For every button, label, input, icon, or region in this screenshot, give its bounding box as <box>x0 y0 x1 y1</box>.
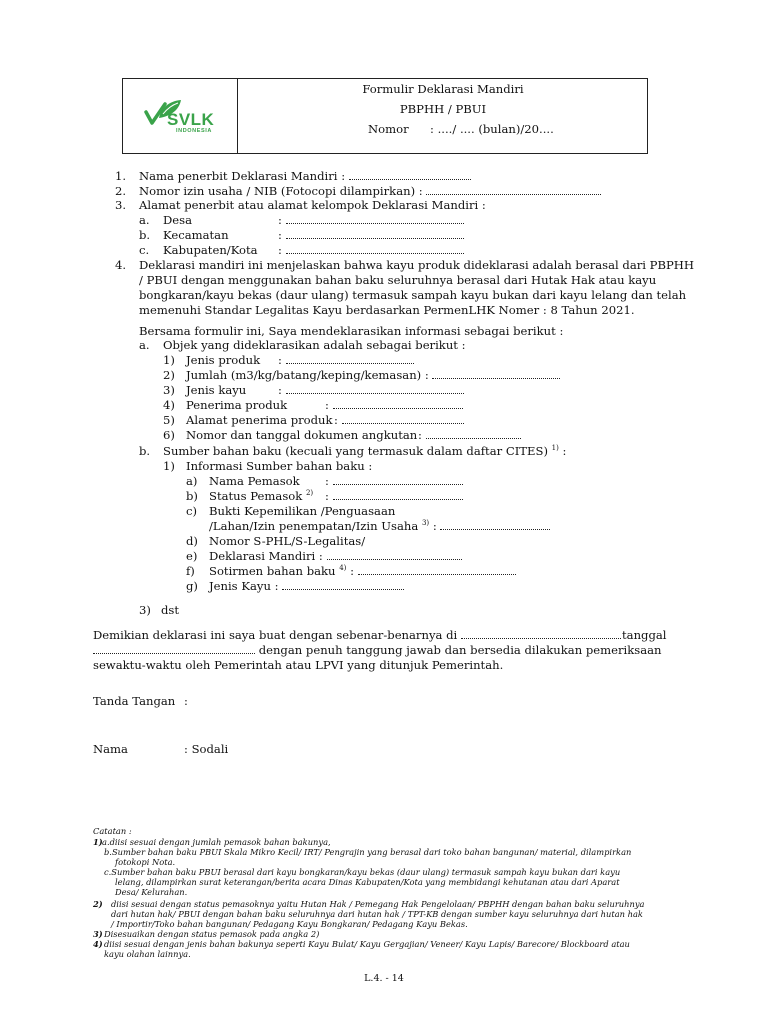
section-b-colon: : <box>562 444 567 458</box>
form-title: Formulir Deklarasi Mandiri <box>362 82 524 96</box>
ba-num: a) <box>186 474 198 488</box>
bf-num: f) <box>186 564 195 578</box>
nomor-row <box>368 122 554 136</box>
sotirmen-field[interactable] <box>358 565 516 575</box>
item-3c-colon: : <box>278 243 282 257</box>
item-3-label: Alamat penerbit atau alamat kelompok Deklarasi Mandiri : <box>139 198 486 212</box>
tanggal-field[interactable] <box>93 644 255 654</box>
a5 <box>334 413 464 428</box>
bd-num: d) <box>186 534 198 548</box>
a4 <box>325 398 463 413</box>
desa-field[interactable] <box>286 214 464 224</box>
bf-sup: 4) <box>339 564 347 573</box>
a1 <box>278 353 414 368</box>
a5-label: Alamat penerima produk <box>186 413 333 427</box>
bg-label: Jenis Kayu : <box>209 579 279 593</box>
a3-label: Jenis kayu <box>186 383 247 397</box>
note-1-num: 1) <box>93 837 103 847</box>
section-a-label: Objek yang dideklarasikan adalah sebagai berikut : <box>163 338 466 352</box>
a6-label: Nomor dan tanggal dokumen angkutan <box>186 428 418 442</box>
note-3: Disesuaikan dengan status pemasok pada angka 2) <box>104 929 320 939</box>
item-1-num: 1. <box>115 169 127 183</box>
a5-num: 5) <box>163 413 175 427</box>
notes-title: Catatan : <box>93 826 132 836</box>
item-3a <box>278 213 464 228</box>
item-3c-num: c. <box>139 243 150 257</box>
note-1c-line-2: lelang, dilampirkan surat keterangan/berita acara Dinas Kabupaten/Kota yang membidangi kehutanan atau dari Aparat <box>115 877 620 887</box>
b1-label: Informasi Sumber bahan baku : <box>186 459 373 473</box>
item-1 <box>139 169 471 184</box>
ba-label: Nama Pemasok <box>209 474 300 488</box>
a5-colon: : <box>334 413 338 427</box>
bb-sup: 2) <box>305 489 314 498</box>
bc-label-2: /Lahan/Izin penempatan/Izin Usaha <box>209 519 419 533</box>
bc-label: Bukti Kepemilikan /Penguasaan <box>209 504 396 518</box>
a4-label: Penerima produk <box>186 398 288 412</box>
jenis-produk-field[interactable] <box>286 354 414 364</box>
closing-line-2-text: dengan penuh tanggung jawab dan bersedia dilakukan pemeriksaan <box>258 643 662 657</box>
item-3a-colon: : <box>278 213 282 227</box>
item-3c-label: Kabupaten/Kota <box>163 243 258 257</box>
item-3a-label: Desa <box>163 213 193 227</box>
nama-pemasok-field[interactable] <box>333 475 463 485</box>
closing-line-3: sewaktu-waktu oleh Pemerintah atau LPVI yang ditunjuk Pemerintah. <box>93 658 504 672</box>
jenis-kayu-b-field[interactable] <box>282 580 404 590</box>
bb-colon: : <box>325 489 329 503</box>
note-4-line-2: kayu olahan lainnya. <box>104 949 191 959</box>
bb <box>209 489 313 504</box>
jenis-kayu-field[interactable] <box>286 384 464 394</box>
item-2-field[interactable] <box>426 185 601 195</box>
bf-colon: : <box>350 564 354 578</box>
note-1c-line-3: Desa/ Kelurahan. <box>115 887 188 897</box>
note-2-num: 2) <box>93 899 103 909</box>
a6 <box>418 428 521 443</box>
bc-sup: 3) <box>421 519 430 528</box>
note-3-num: 3) <box>93 929 103 939</box>
b3-label: dst <box>161 603 180 617</box>
section-b-label: Sumber bahan baku (kecuali yang termasuk dalam daftar CITES) <box>163 444 548 458</box>
bc-line-2 <box>209 519 550 534</box>
note-4-num: 4) <box>93 939 103 949</box>
tanggal-label: tanggal <box>622 628 667 642</box>
bb-num: b) <box>186 489 198 503</box>
a6-num: 6) <box>163 428 175 442</box>
ba-colon: : <box>325 474 329 488</box>
item-3b <box>278 228 464 243</box>
item-4-num: 4. <box>115 258 127 272</box>
ttd-label: Tanda Tangan <box>93 694 176 708</box>
bukti-kepemilikan-field[interactable] <box>440 520 550 530</box>
kecamatan-field[interactable] <box>286 229 464 239</box>
ttd-colon: : <box>184 694 188 708</box>
item-4-line-4: memenuhi Standar Legalitas Kayu berdasarkan PermenLHK Nomer : 8 Tahun 2021. <box>139 303 635 317</box>
item-3b-label: Kecamatan <box>163 228 229 242</box>
item-3c <box>278 243 464 258</box>
item-4-line-1: Deklarasi mandiri ini menjelaskan bahwa kayu produk dideklarasi adalah berasal dari PBPHH <box>139 258 695 272</box>
bf <box>209 564 516 579</box>
a2 <box>186 368 560 383</box>
item-2-num: 2. <box>115 184 127 198</box>
status-pemasok-field[interactable] <box>333 490 463 500</box>
be-label: Deklarasi Mandiri : <box>209 549 323 563</box>
item-4-line-2: / PBUI dengan menggunakan bahan baku seluruhnya berasal dari Hutak Hak atau kayu <box>139 273 657 287</box>
jumlah-field[interactable] <box>432 369 560 379</box>
a1-num: 1) <box>163 353 175 367</box>
item-1-label: Nama penerbit Deklarasi Mandiri : <box>139 169 346 183</box>
item-3a-num: a. <box>139 213 150 227</box>
bd-label: Nomor S-PHL/S-Legalitas/ <box>209 534 366 548</box>
a1-label: Jenis produk <box>186 353 261 367</box>
a4-colon: : <box>325 398 329 412</box>
logo-subtext: INDONESIA <box>176 128 212 134</box>
be <box>209 549 462 564</box>
note-2-line-3: / Importir/Toko bahan bangunan/ Pedagang Kayu Bongkaran/ Pedagang Kayu Bekas. <box>111 919 468 929</box>
bg <box>209 579 404 594</box>
closing-line-2 <box>93 643 662 658</box>
b1-num: 1) <box>163 459 175 473</box>
a3-num: 3) <box>163 383 175 397</box>
a3 <box>278 383 464 398</box>
item-3b-colon: : <box>278 228 282 242</box>
item-2-label: Nomor izin usaha / NIB (Fotocopi dilampirkan) : <box>139 184 423 198</box>
alamat-penerima-field[interactable] <box>342 414 464 424</box>
bb-label: Status Pemasok <box>209 489 303 503</box>
note-4-line-1: diisi sesuai dengan jenis bahan bakunya seperti Kayu Bulat/ Kayu Gergajian/ Veneer/ Kayu Lapis/ Barecore/ Blockboard atau <box>104 939 630 949</box>
b3-num: 3) <box>139 603 151 617</box>
logo-text: SVLK <box>167 110 215 129</box>
section-b <box>163 444 566 459</box>
ba <box>325 474 463 489</box>
note-1b-line-2: fotokopi Nota. <box>115 857 176 867</box>
section-a-num: a. <box>139 338 150 352</box>
item-4-line-3: bongkaran/kayu bekas (daur ulang) termasuk sampah kayu bukan dari kayu lelang dan telah <box>139 288 687 302</box>
bf-label: Sotirmen bahan baku <box>209 564 336 578</box>
header-text-block <box>238 82 648 152</box>
dokumen-angkutan-field[interactable] <box>426 429 521 439</box>
bc-num: c) <box>186 504 198 518</box>
form-subtitle: PBPHH / PBUI <box>399 102 487 116</box>
a1-colon: : <box>278 353 282 367</box>
nama-label: Nama <box>93 742 128 756</box>
svlk-logo <box>143 96 233 138</box>
bb-field-wrap <box>325 489 463 504</box>
a3-colon: : <box>278 383 282 397</box>
bc-colon: : <box>432 519 437 533</box>
section-b-sup: 1) <box>551 444 559 453</box>
a6-colon: : <box>418 428 422 442</box>
nomor-value: : ..../ .... (bulan)/20.... <box>430 122 554 136</box>
note-2-line-2: dari hutan hak/ PBUI dengan bahan baku seluruhnya dari hutan hak / TPT-KB dengan sumber kayu seluruhnya dari hutan hak <box>111 909 643 919</box>
nomor-label: Nomor <box>368 122 409 136</box>
closing-line-1-text: Demikian deklarasi ini saya buat dengan sebenar-benarnya di <box>93 628 458 642</box>
a2-label: Jumlah (m3/kg/batang/keping/kemasan) : <box>186 368 429 382</box>
be-num: e) <box>186 549 198 563</box>
item-3-num: 3. <box>115 198 127 212</box>
penerima-produk-field[interactable] <box>333 399 463 409</box>
note-2-line-1: diisi sesuai dengan status pemasoknya yaitu Hutan Hak / Pemegang Hak Pengelolaan/ PBPHH dengan bahan baku seluruhnya <box>111 899 645 909</box>
a4-num: 4) <box>163 398 175 412</box>
bersama-text: Bersama formulir ini, Saya mendeklarasikan informasi sebagai berikut : <box>139 324 564 338</box>
bg-num: g) <box>186 579 198 593</box>
note-1b-line-1: b.Sumber bahan baku PBUI Skala Mikro Kecil/ IRT/ Pengrajin yang berasal dari toko bahan bangunan/ material, dilampirkan <box>104 847 632 857</box>
kabupaten-field[interactable] <box>286 244 464 254</box>
tempat-field[interactable] <box>461 629 621 639</box>
item-2 <box>139 184 601 199</box>
deklarasi-mandiri-field[interactable] <box>327 550 462 560</box>
note-1a: a.diisi sesuai dengan jumlah pemasok bahan bakunya, <box>102 837 331 847</box>
closing-line-1 <box>93 628 621 643</box>
item-1-field[interactable] <box>349 170 471 180</box>
section-b-num: b. <box>139 444 151 458</box>
page-number: L.4. - 14 <box>364 973 404 984</box>
a2-num: 2) <box>163 368 175 382</box>
item-3b-num: b. <box>139 228 151 242</box>
nama-value: : Sodali <box>184 742 229 756</box>
note-1c-line-1: c.Sumber bahan baku PBUI berasal dari kayu bongkaran/kayu bekas (daur ulang) termasuk sampah kayu bukan dari kayu <box>104 867 621 877</box>
